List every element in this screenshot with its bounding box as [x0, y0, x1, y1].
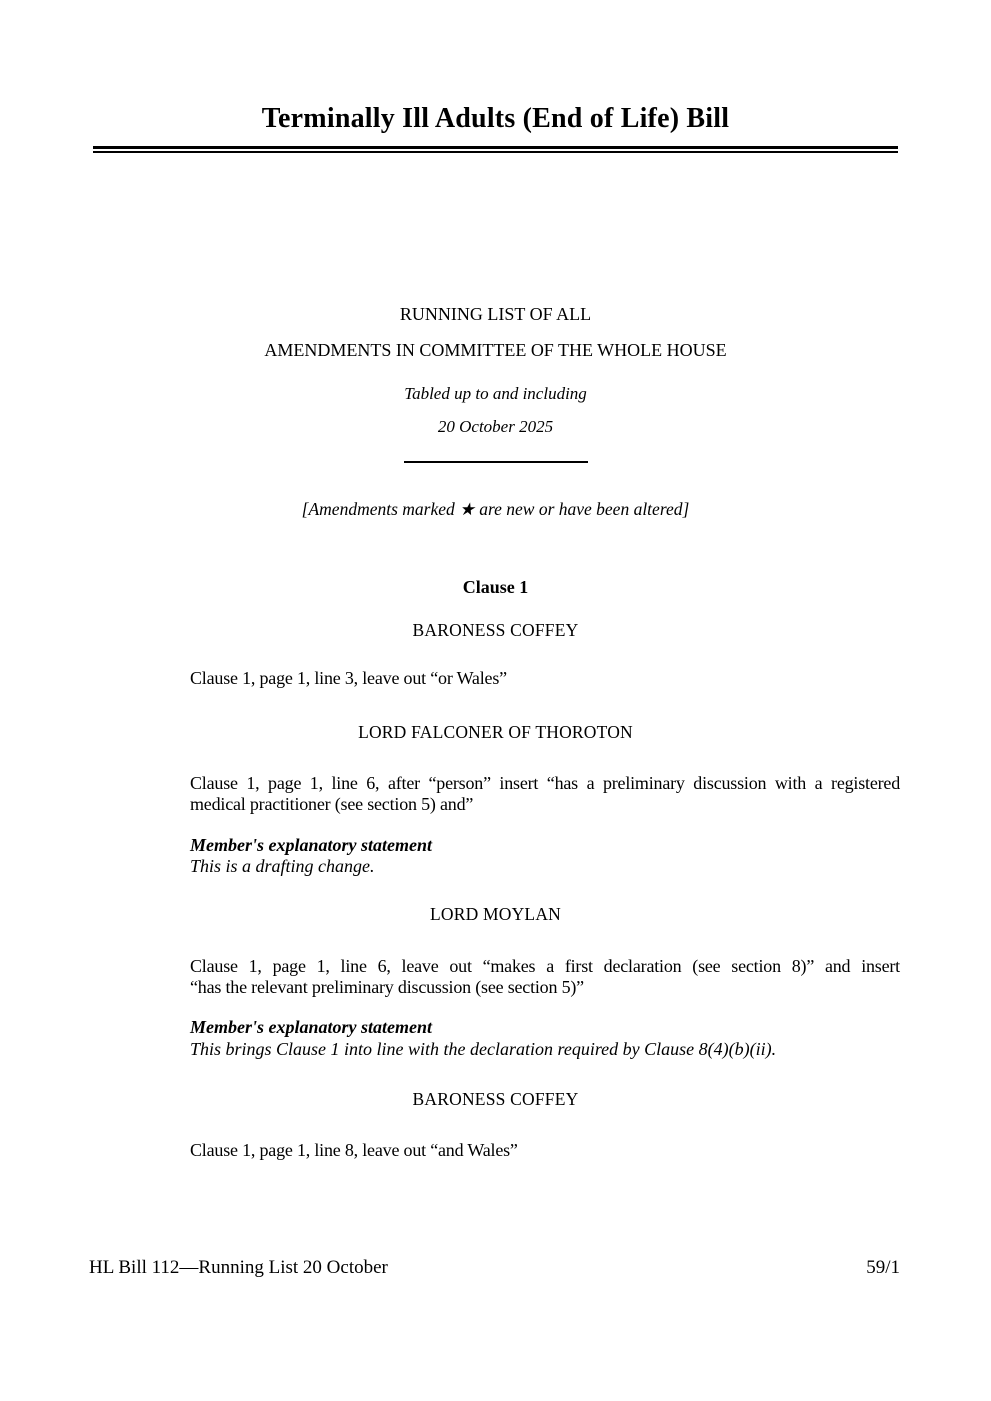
amendment-text [190, 1140, 900, 1161]
member-name: BARONESS COFFEY [412, 1089, 579, 1109]
amendment-text [190, 956, 900, 998]
running-list-heading-line1: RUNNING LIST OF ALL [399, 304, 592, 324]
amendment-text-line: Clause 1, page 1, line 6, leave out “makes a first declaration (see section 8)” and insert [190, 956, 900, 976]
title-double-rule [93, 146, 898, 153]
explanatory-statement-label: Member's explanatory statement [190, 835, 432, 855]
explanatory-statement-text: This is a drafting change. [190, 856, 375, 876]
amendment-text [190, 668, 900, 689]
bill-title: Terminally Ill Adults (End of Life) Bill [261, 103, 730, 134]
amendment-text-line: Clause 1, page 1, line 6, after “person” insert “has a preliminary discussion with a registered [190, 773, 900, 793]
tabled-note-line2: 20 October 2025 [437, 417, 554, 436]
running-list-heading-line2: AMENDMENTS IN COMMITTEE OF THE WHOLE HOUSE [264, 340, 727, 360]
amendment-text-line: “has the relevant preliminary discussion (see section 5)” [190, 977, 584, 997]
tabled-note-line1: Tabled up to and including [404, 384, 587, 403]
explanatory-statement-text: This brings Clause 1 into line with the declaration required by Clause 8(4)(b)(ii). [190, 1039, 777, 1059]
clause-heading: Clause 1 [462, 577, 529, 597]
page-footer [89, 1257, 900, 1280]
amendment-text-line: medical practitioner (see section 5) and” [190, 794, 474, 814]
title-rule-bottom-line [93, 151, 898, 153]
member-name: BARONESS COFFEY [412, 620, 579, 640]
explanatory-statement-label: Member's explanatory statement [190, 1017, 432, 1037]
marker-notice: [Amendments marked ★ are new or have been altered] [301, 499, 690, 519]
title-rule-top-line [93, 146, 898, 149]
separator-rule [404, 461, 588, 463]
amendment-text [190, 773, 900, 815]
amendment-text-line: Clause 1, page 1, line 8, leave out “and Wales” [190, 1140, 518, 1160]
footer-bill-reference: HL Bill 112—Running List 20 October [89, 1257, 388, 1278]
member-name: LORD MOYLAN [429, 904, 561, 924]
member-name: LORD FALCONER OF THOROTON [358, 722, 633, 742]
amendment-text-line: Clause 1, page 1, line 3, leave out “or Wales” [190, 668, 507, 688]
footer-page-number: 59/1 [866, 1257, 900, 1278]
